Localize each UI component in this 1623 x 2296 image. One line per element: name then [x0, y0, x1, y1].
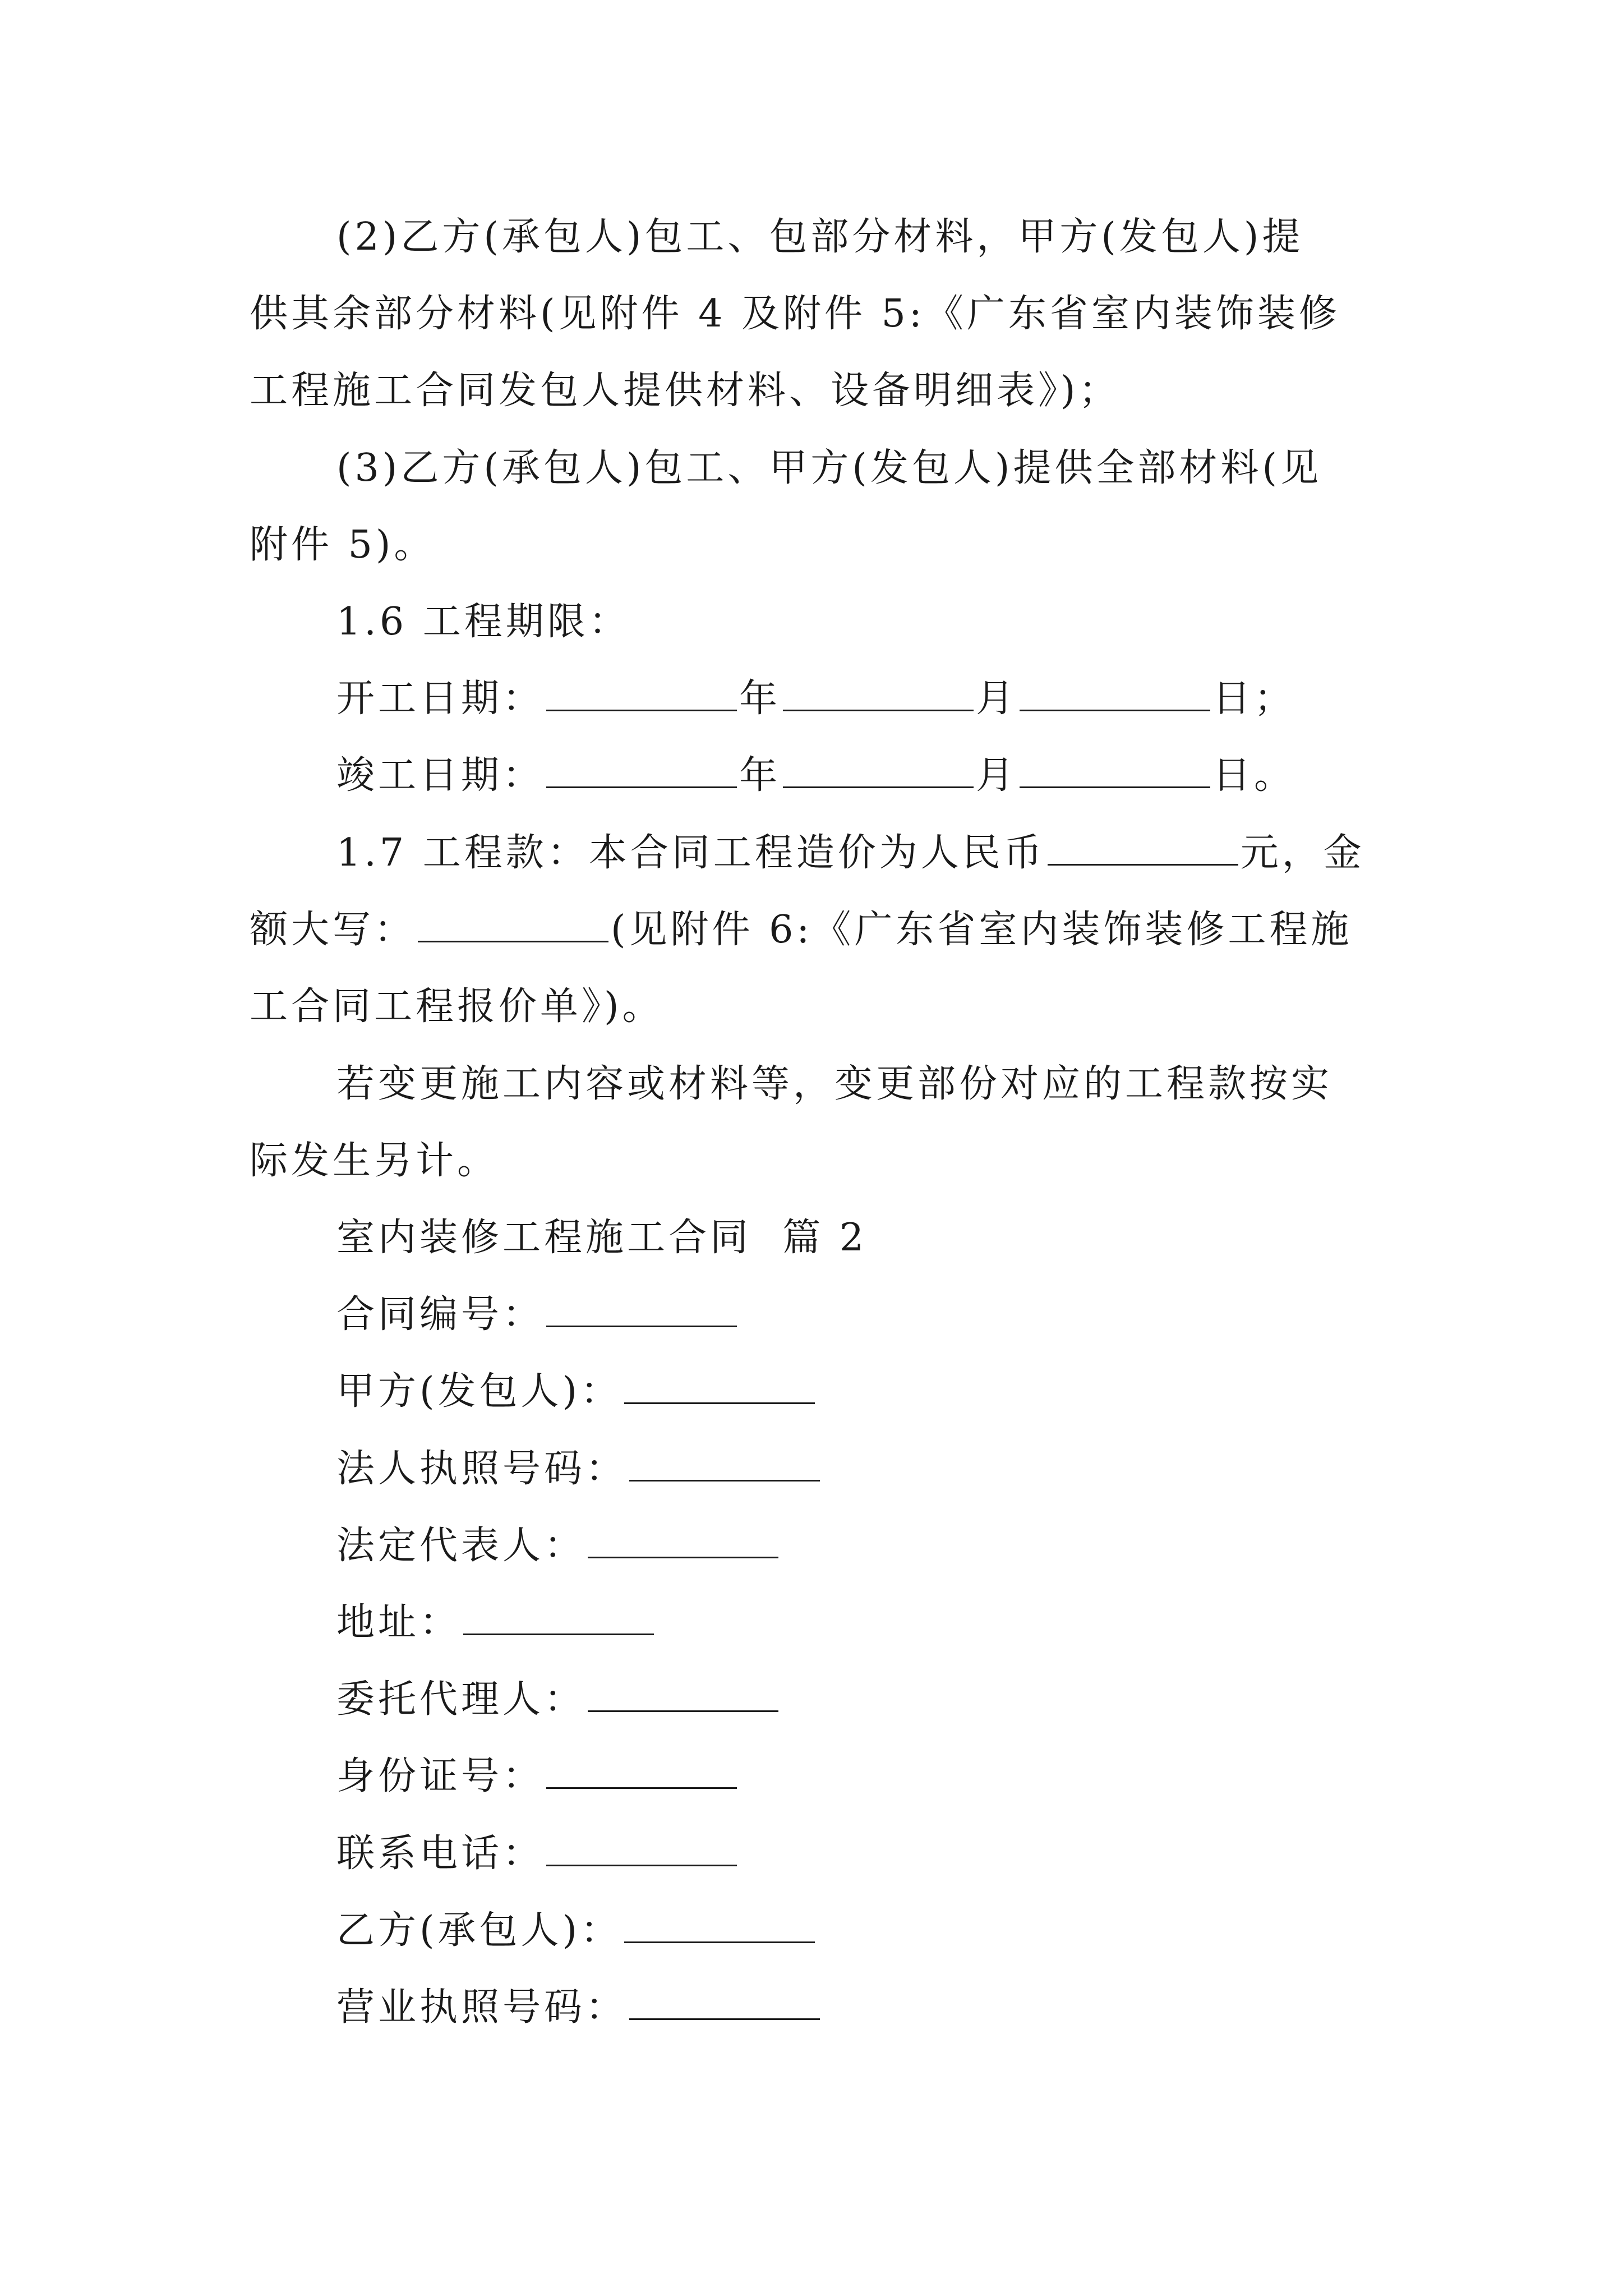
change-note-line-2-text: 际发生另计。	[250, 1139, 499, 1183]
contract-price-blank	[1048, 829, 1238, 866]
day-label: 日；	[1212, 677, 1296, 721]
section-1-7-line-2	[250, 905, 1352, 955]
change-note-line-1-text: 若变更施工内容或材料等，变更部份对应的工程款按实	[336, 1062, 1333, 1106]
change-note-line-2	[250, 1136, 499, 1186]
para-2-line-1-text: (2)乙方(承包人)包工、包部分材料，甲方(发包人)提	[336, 215, 1304, 259]
field-label: 法定代表人：	[336, 1524, 586, 1568]
para-2-line-3	[250, 366, 1121, 416]
contract-2-title	[336, 1213, 867, 1263]
section-1-7-line-1	[336, 828, 1365, 878]
field-blank	[463, 1599, 654, 1635]
field-blank	[546, 1752, 737, 1789]
field-label: 乙方(承包人)：	[336, 1908, 623, 1953]
para-3-line-1-text: (3)乙方(承包人)包工、甲方(发包人)提供全部材料(见	[336, 446, 1322, 490]
end-date-row	[336, 751, 1295, 801]
field-label: 甲方(发包人)：	[336, 1369, 623, 1414]
day-label: 日。	[1212, 753, 1296, 798]
change-note-line-1	[336, 1059, 1332, 1110]
field-blank	[588, 1676, 778, 1712]
section-1-7-line-3-text: 工合同工程报价单》)。	[250, 984, 664, 1029]
year-label: 年	[739, 677, 781, 721]
field-blank	[629, 1984, 820, 2020]
section-1-7-line-3	[250, 982, 664, 1032]
section-1-7-line-2-suffix: (见附件 6:《广东省室内装饰装修工程施	[611, 908, 1353, 952]
field-label: 联系电话：	[336, 1832, 545, 1876]
field-label: 地址：	[336, 1600, 462, 1645]
month-label: 月	[976, 677, 1018, 721]
field-label: 委托代理人：	[336, 1677, 586, 1722]
field-business-license-number	[336, 1982, 822, 2033]
field-authorized-agent	[336, 1674, 781, 1725]
field-label: 法人执照号码：	[336, 1447, 628, 1491]
end-date-label: 竣工日期：	[336, 753, 545, 798]
start-year-blank	[546, 675, 737, 711]
field-id-number	[336, 1751, 739, 1802]
field-blank	[624, 1907, 815, 1943]
section-1-7-prefix: 1.7 工程款：本合同工程造价为人民币	[336, 831, 1045, 875]
field-blank	[629, 1445, 820, 1481]
field-legal-representative	[336, 1521, 781, 1571]
para-2-line-3-text: 工程施工合同发包人提供材料、设备明细表》)；	[250, 369, 1121, 413]
para-3-line-2-text: 附件 5)。	[250, 523, 436, 567]
start-date-label: 开工日期：	[336, 677, 545, 721]
end-day-blank	[1020, 752, 1210, 788]
field-label: 合同编号：	[336, 1292, 545, 1337]
amount-in-words-label: 额大写：	[250, 908, 416, 952]
para-3-line-2	[250, 520, 435, 570]
field-party-b	[336, 1906, 817, 1956]
field-address	[336, 1598, 656, 1648]
field-blank	[624, 1368, 815, 1404]
section-1-6-heading-text: 1.6 工程期限：	[336, 600, 630, 644]
field-label: 营业执照号码：	[336, 1985, 628, 2030]
field-party-a	[336, 1366, 817, 1417]
month-label: 月	[976, 753, 1018, 798]
field-label: 身份证号：	[336, 1754, 545, 1798]
start-date-row	[336, 674, 1295, 724]
field-legal-license-number	[336, 1444, 822, 1494]
para-2-line-2-text: 供其余部分材料(见附件 4 及附件 5:《广东省室内装饰装修	[250, 292, 1340, 336]
contract-2-title-text: 室内装修工程施工合同 篇 2	[336, 1216, 868, 1260]
end-year-blank	[546, 752, 737, 788]
amount-in-words-blank	[418, 906, 608, 942]
section-1-7-suffix: 元，金	[1240, 831, 1365, 875]
para-3-line-1	[336, 443, 1322, 494]
field-phone	[336, 1829, 739, 1879]
field-blank	[588, 1522, 778, 1558]
field-contract-number	[336, 1290, 739, 1340]
year-label: 年	[739, 753, 781, 798]
start-day-blank	[1020, 675, 1210, 711]
para-2-line-1	[336, 212, 1303, 263]
section-1-6-heading	[336, 597, 630, 647]
end-month-blank	[783, 752, 974, 788]
start-month-blank	[783, 675, 974, 711]
field-blank	[546, 1830, 737, 1866]
para-2-line-2	[250, 289, 1340, 339]
field-blank	[546, 1291, 737, 1327]
